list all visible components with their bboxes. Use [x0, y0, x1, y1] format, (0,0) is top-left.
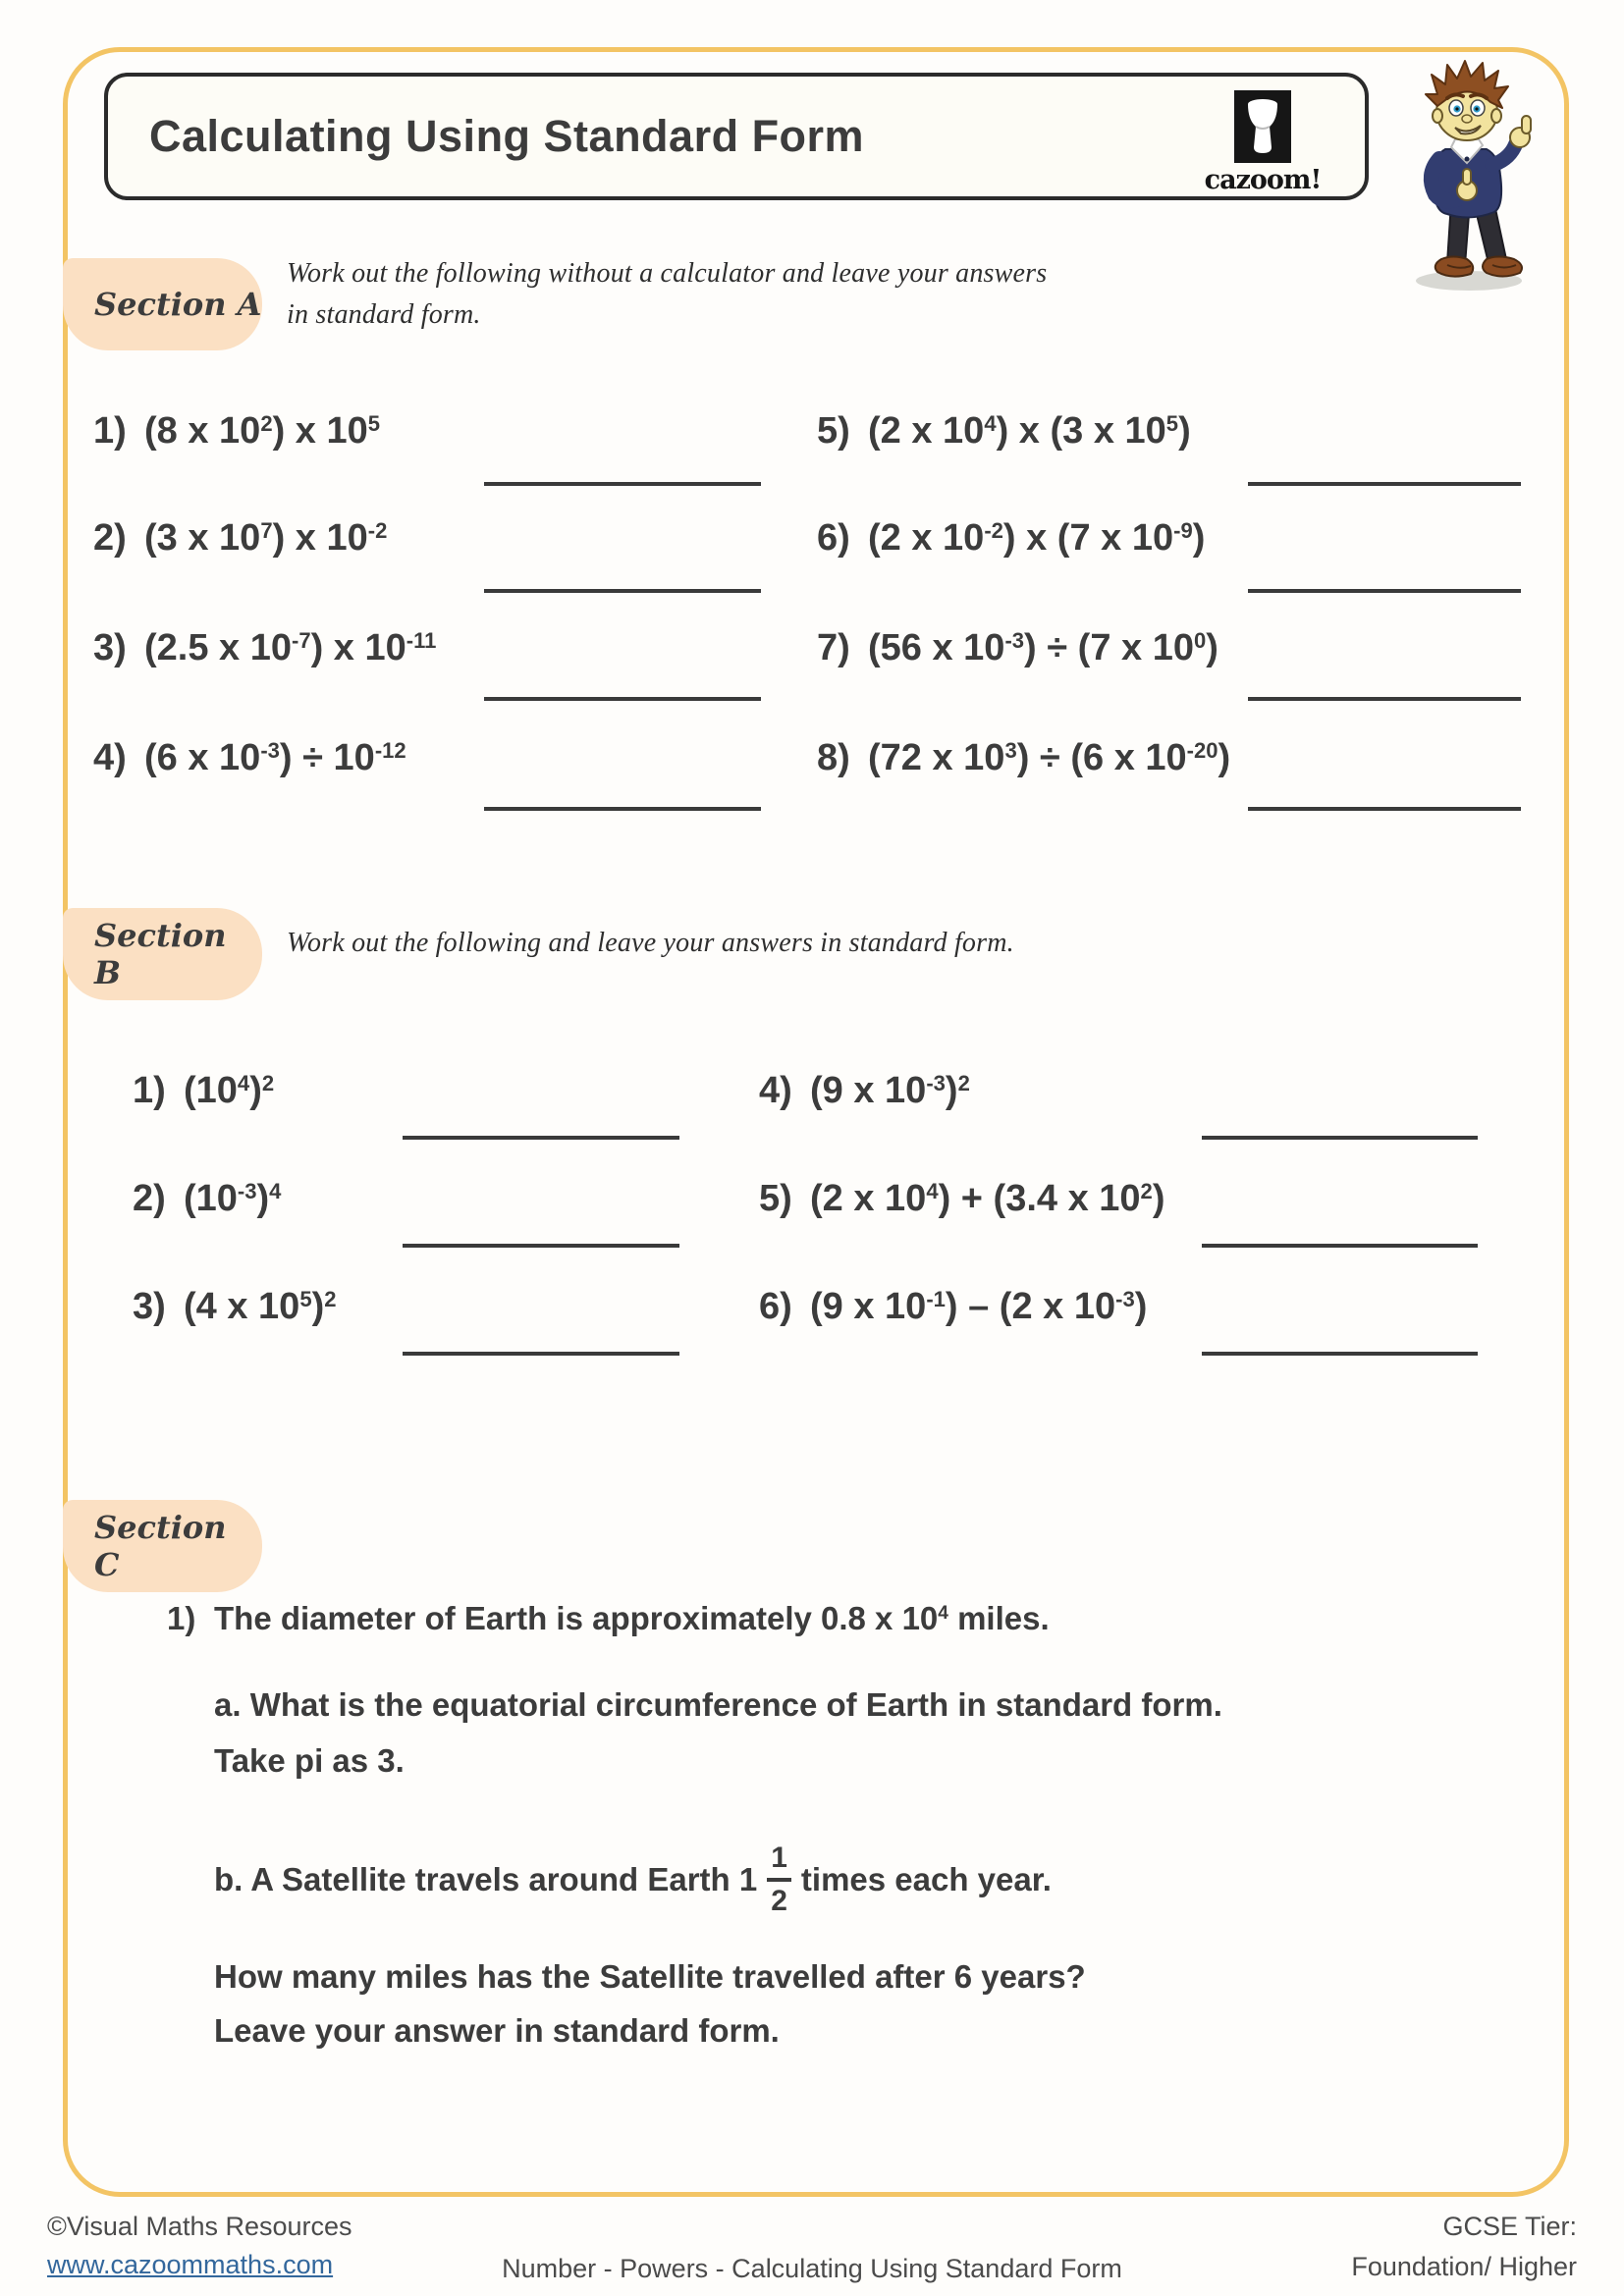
answer-line-a7 — [1248, 697, 1521, 701]
section-b-label: Section B — [63, 908, 262, 1000]
worksheet-topic: Number - Powers - Calculating Using Standard Form — [502, 2254, 1122, 2283]
answer-line-a1 — [484, 482, 761, 486]
problem-a8: 8) (72 x $10^3) \div (6$ x $10^{-20}$) — [817, 737, 1231, 778]
gcse-tier-label: GCSE Tier: — [1442, 2212, 1577, 2241]
answer-line-a3 — [484, 697, 761, 701]
page-title: Calculating Using Standard Form — [149, 111, 865, 161]
copyright-notice: ©Visual Maths Resources — [47, 2212, 352, 2241]
title-bar — [104, 73, 1369, 200]
section-c-label: Section C — [63, 1500, 262, 1592]
problem-a2: 2) (3 x $10^7$) x $10^{-2}$ — [93, 517, 388, 559]
drum-icon — [1234, 90, 1291, 163]
question-c1a: a. What is the equatorial circumference of Earth in standard form. Take pi as 3. — [214, 1686, 1222, 1779]
question-c1: 1) The diameter of Earth is approximately 0.8 x $10^4$ miles. — [167, 1600, 1050, 1636]
answer-line-b3 — [403, 1352, 679, 1356]
mascot-boy-thumbs-up-illustration — [1404, 57, 1549, 294]
problem-a3: 3) (2.5 x $10^{-7}$) x $10^{-11}$ — [93, 627, 437, 668]
problem-a1: 1) (8 x $10^2$) x $10^5$ — [93, 410, 381, 452]
answer-line-b6 — [1202, 1352, 1478, 1356]
problem-b3: 3) (4 x $10^5)^2$ — [133, 1286, 337, 1327]
problem-b4: 4) (9 x $10^{-3})^2$ — [759, 1070, 970, 1111]
answer-line-a4 — [484, 807, 761, 811]
problem-b2: 2) $(10^{-3})^4$ — [133, 1178, 282, 1219]
logo-wordmark: cazoom! — [1204, 165, 1322, 195]
problem-b1: 1) $(10^4)^2$ — [133, 1070, 275, 1111]
answer-line-a5 — [1248, 482, 1521, 486]
answer-line-b1 — [403, 1136, 679, 1140]
problem-b6: 6) (9 x $10^{-1}) - (2$ x $10^{-3}$) — [759, 1286, 1148, 1327]
section-b-instructions: Work out the following and leave your answers in standard form. — [287, 928, 1014, 958]
question-c1b: b. A Satellite travels around Earth 1 $\frac{1}{2}$ times each year. — [214, 1842, 1052, 1917]
answer-line-b5 — [1202, 1244, 1478, 1248]
question-c1b-followup: How many miles has the Satellite travelled after 6 years? Leave your answer in standard form. — [214, 1958, 1086, 2049]
answer-line-a2 — [484, 589, 761, 593]
section-a-label: Section A — [63, 258, 262, 350]
cazoom-logo — [1198, 90, 1327, 195]
section-a-instructions: Work out the following without a calculator and leave your answers in standard form. — [287, 258, 1048, 330]
answer-line-a6 — [1248, 589, 1521, 593]
problem-a6: 6) (2 x $10^{-2}$) x (7 x $10^{-9}$) — [817, 517, 1206, 559]
problem-a4: 4) (6 x $10^{-3}) \div 10^{-12}$ — [93, 737, 406, 778]
answer-line-b4 — [1202, 1136, 1478, 1140]
problem-a7: 7) (56 x $10^{-3}) \div (7$ x $10^0$) — [817, 627, 1218, 668]
problem-b5: 5) (2 x $10^4) + (3.4$ x $10^2$) — [759, 1178, 1165, 1219]
problem-a5: 5) (2 x $10^4$) x (3 x $10^5$) — [817, 410, 1191, 452]
answer-line-b2 — [403, 1244, 679, 1248]
answer-line-a8 — [1248, 807, 1521, 811]
gcse-tier-value: Foundation/ Higher — [1351, 2252, 1577, 2281]
fraction-one-half: $\frac{1}{2}$ — [767, 1843, 791, 1916]
website-link[interactable]: www.cazoommaths.com — [47, 2250, 334, 2279]
